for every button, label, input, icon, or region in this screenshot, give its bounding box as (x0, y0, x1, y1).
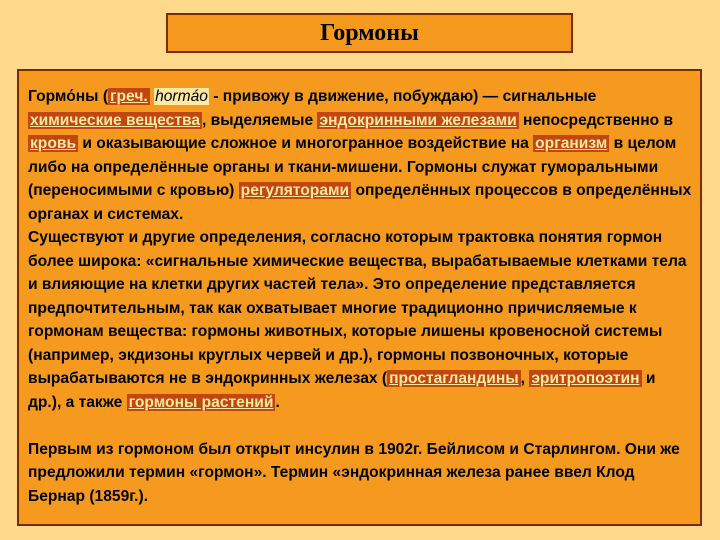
text-segment: . (275, 393, 280, 411)
link-organism[interactable]: организм (535, 135, 608, 152)
slide-title: Гормоны (320, 19, 419, 46)
greek-term: hormáo (155, 88, 208, 105)
paragraph-definition (28, 85, 692, 226)
link-blood[interactable]: кровь (30, 135, 77, 152)
link-chemical-substances[interactable]: химические вещества (30, 111, 201, 129)
content-box (17, 69, 702, 526)
text-segment: в целом либо на определённые органы и ткани-мишени. Гормоны служат гуморальными (переносимыми с кровью) (28, 135, 677, 199)
text-segment: и др.), а также (28, 370, 656, 411)
text-segment: , выделяемые (202, 111, 318, 129)
title-box (166, 13, 573, 53)
link-regulators[interactable]: регуляторами (240, 182, 350, 199)
link-prostaglandins[interactable]: простагландины (389, 370, 519, 387)
text-segment: , (520, 370, 530, 387)
link-plant-hormones[interactable]: гормоны растений (128, 393, 274, 411)
link-endocrine-glands[interactable]: эндокринными железами (319, 111, 517, 129)
text-segment: Существуют и другие определения, согласно которым трактовка понятия гормон более широка: «сигнальные химические вещества, вырабатываемые клетками тела и влияющие на клетки других частей тела». Это определение представляется предпочтительным, так как охватывает многие традиционно причисляемые к гормонам вещества: гормоны животных, которые лишены кровеносной системы (например, экдизоны круглых червей и др.), гормоны позвоночных, которые вырабатываются не в эндокринных железах ( (28, 229, 687, 387)
text-segment: определённых процессов в определённых органах и системах. (28, 182, 692, 223)
paragraph-history: Первым из гормоном был открыт инсулин в 1902г. Бейлисом и Старлингом. Они же предложили термин «гормон». Термин «эндокринная железа ранее ввел Клод Бернар (1859г.). (28, 440, 680, 505)
paragraph-other-definitions (28, 226, 692, 414)
text-segment: Гормо́ны ( (28, 88, 109, 105)
link-erythropoietin[interactable]: эритропоэтин (531, 370, 640, 387)
paragraph-gap (28, 414, 692, 438)
text-segment: непосредственно в (518, 111, 674, 129)
link-greek[interactable]: греч. (110, 88, 148, 105)
text-segment: и оказывающие сложное и многогранное воздействие на (78, 135, 534, 152)
text-segment: - привожу в движение, побуждаю) — сигнальные (208, 88, 597, 105)
